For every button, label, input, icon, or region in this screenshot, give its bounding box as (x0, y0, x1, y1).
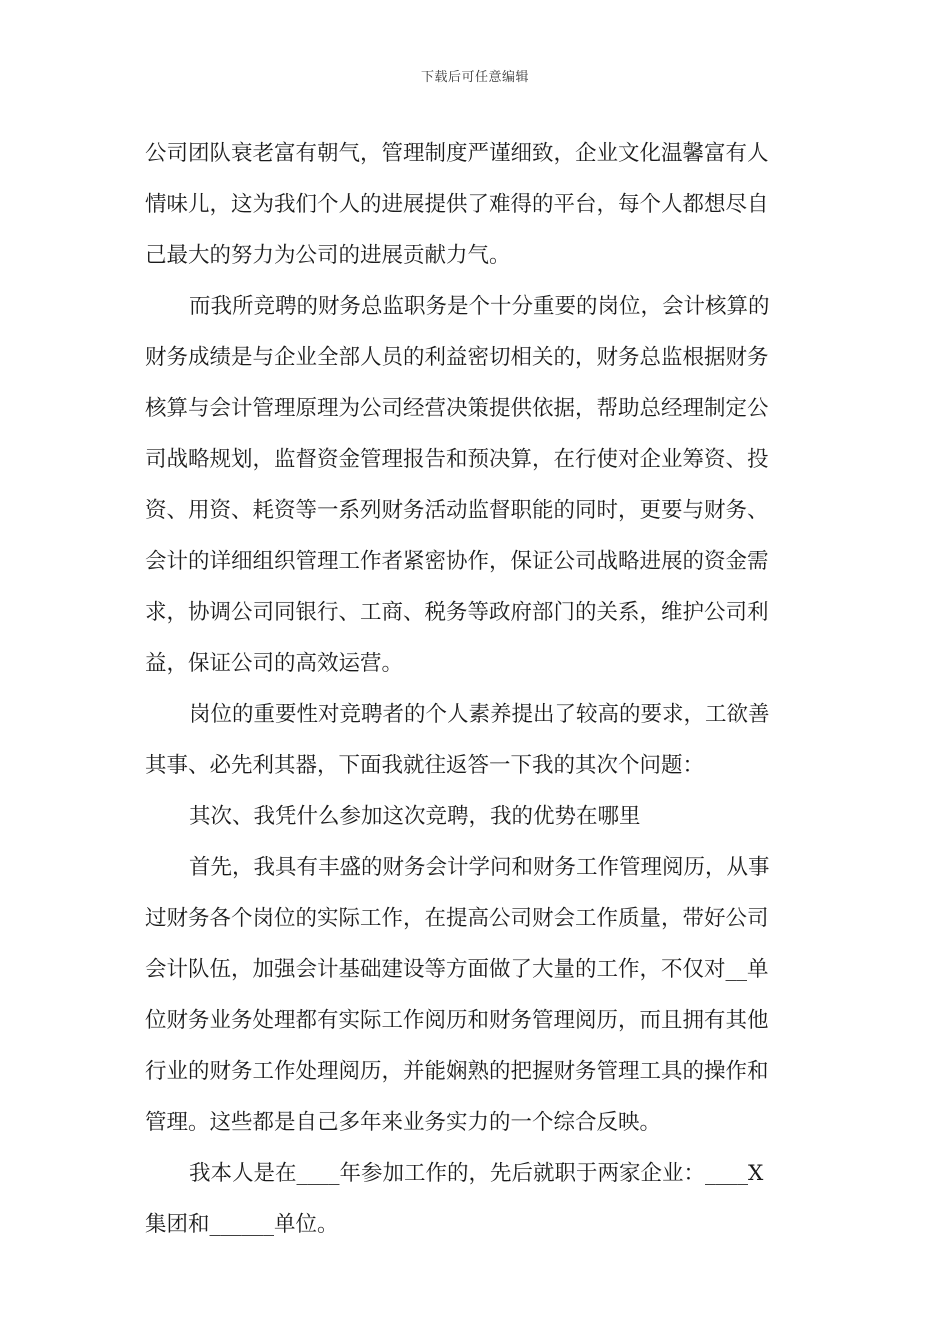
body-line: 司战略规划，监督资金管理报告和预决算，在行使对企业筹资、投 (145, 447, 769, 472)
body-line: 行业的财务工作处理阅历，并能娴熟的把握财务管理工具的操作和 (145, 1059, 769, 1084)
body-line: 益，保证公司的高效运营。 (145, 651, 404, 676)
body-line: 资、用资、耗资等一系列财务活动监督职能的同时，更要与财务、 (145, 498, 769, 523)
body-line: 其事、必先利其器，下面我就往返答一下我的其次个问题： (145, 753, 705, 778)
body-line: 集团和______单位。 (145, 1212, 339, 1237)
body-line: 求，协调公司同银行、工商、税务等政府部门的关系，维护公司利 (145, 600, 769, 625)
page-header-note: 下载后可任意编辑 (420, 70, 529, 85)
body-line: 岗位的重要性对竞聘者的个人素养提出了较高的要求，工欲善 (189, 702, 770, 727)
body-line: 会计队伍，加强会计基础建设等方面做了大量的工作，不仅对__单 (145, 957, 769, 982)
body-line: 过财务各个岗位的实际工作，在提高公司财会工作质量，带好公司 (145, 906, 769, 931)
body-line: 首先，我具有丰盛的财务会计学问和财务工作管理阅历，从事 (189, 855, 770, 880)
body-line: 管理。这些都是自己多年来业务实力的一个综合反映。 (145, 1110, 662, 1135)
body-line: 财务成绩是与企业全部人员的利益密切相关的，财务总监根据财务 (145, 345, 769, 370)
body-line: 己最大的努力为公司的进展贡献力气。 (145, 243, 511, 268)
document-body (145, 128, 797, 1250)
body-line: 其次、我凭什么参加这次竞聘，我的优势在哪里 (189, 804, 641, 829)
body-line: 而我所竞聘的财务总监职务是个十分重要的岗位，会计核算的 (189, 294, 770, 319)
body-line: 核算与会计管理原理为公司经营决策提供依据，帮助总经理制定公 (145, 396, 769, 421)
body-line: 会计的详细组织管理工作者紧密协作，保证公司战略进展的资金需 (145, 549, 769, 574)
body-line: 情味儿，这为我们个人的进展提供了难得的平台，每个人都想尽自 (145, 192, 769, 217)
body-line: 位财务业务处理都有实际工作阅历和财务管理阅历，而且拥有其他 (145, 1008, 769, 1033)
body-line: 我本人是在____年参加工作的，先后就职于两家企业：____X (189, 1161, 764, 1186)
body-line: 公司团队衰老富有朝气，管理制度严谨细致，企业文化温馨富有人 (145, 141, 769, 166)
